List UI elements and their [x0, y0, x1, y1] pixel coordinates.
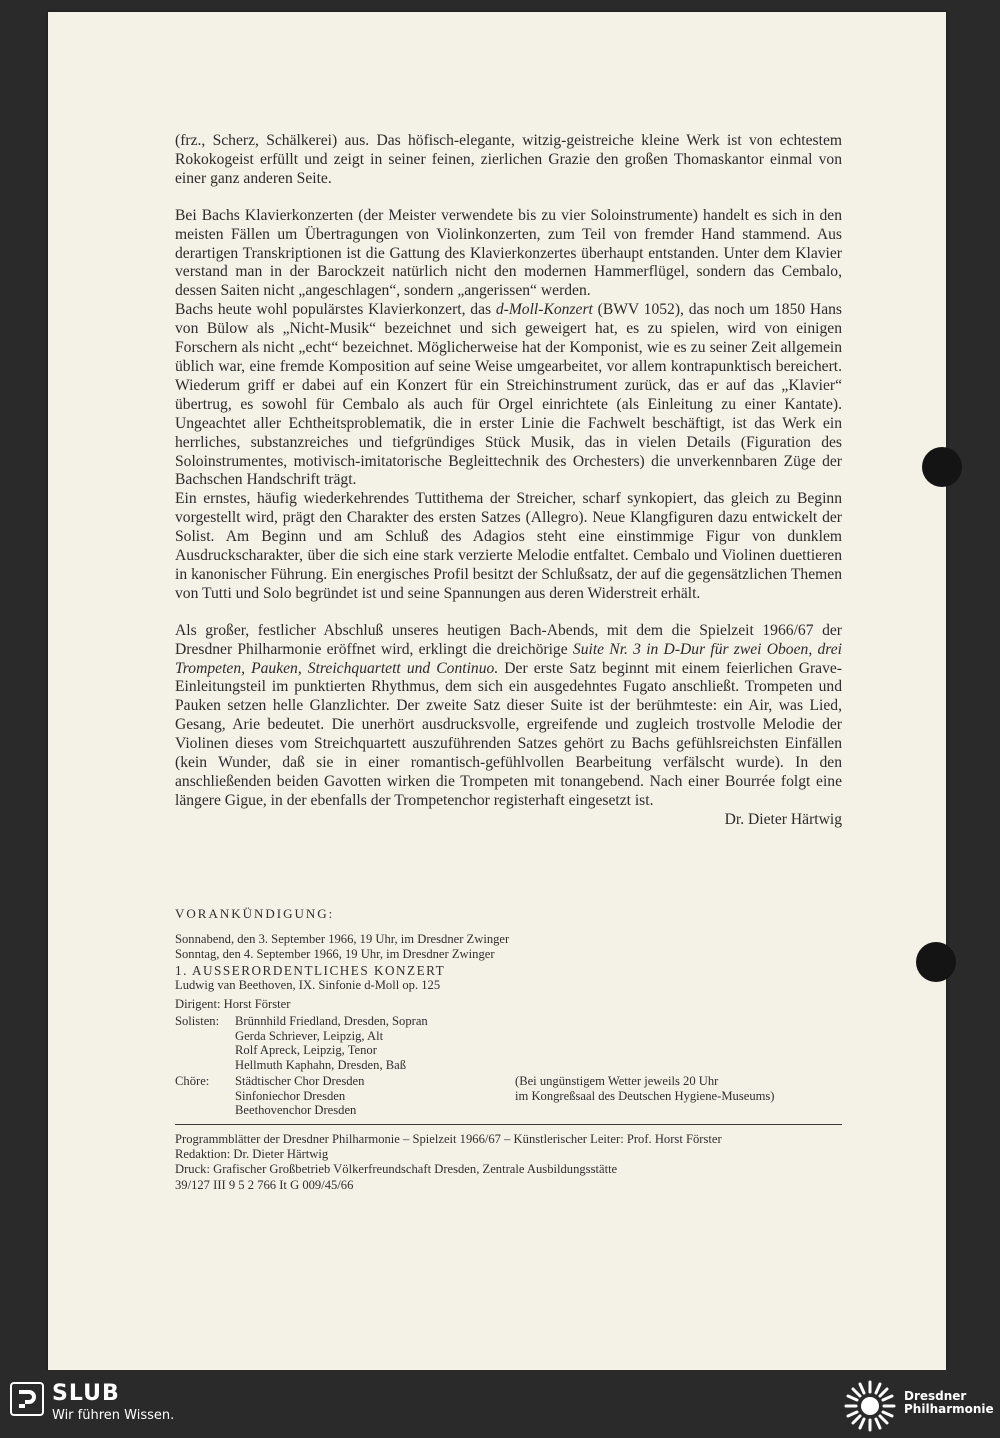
soloists-list	[235, 1014, 428, 1072]
paragraph: Bei Bachs Klavierkonzerten (der Meister verwendete bis zu vier Soloinstrumente) handelt es sich in den meisten Fällen um Übertragungen von Violinkonzerten, zum Teil von fremder Hand stammend. Aus derartigen Transkriptionen ist die Gattung des Klavierkonzertes überhaupt entstanden. Unter dem Klavier verstand man in der Barockzeit natürlich nicht den modernen Hammerflügel, sondern das Cembalo, dessen Saiten nicht „angeschlagen“, sondern „angerissen“ werden.	[175, 206, 842, 300]
paragraph: Ein ernstes, häufig wiederkehrendes Tuttithema der Streicher, scharf synkopiert, das gleich zu Beginn vorgestellt wird, prägt den Charakter des ersten Satzes (Allegro). Neue Klangfiguren dazu entwickelt der Solist. Am Beginn und am Schluß des Adagios steht eine einstimmige Figur von dunklem Ausdruckscharakter, über die sich eine stark verzierte Melodie entfaltet. Cembalo und Violinen duettieren in kanonischer Führung. Ein energisches Profil besitzt der Schlußsatz, der auf die gegensätzlichen Themen von Tutti und Solo begründet ist und seine Spannungen aus deren Widerstreit erhält.	[175, 490, 842, 602]
announcement-heading: VORANKÜNDIGUNG:	[175, 906, 335, 921]
paragraph	[175, 622, 842, 811]
soloists-label: Solisten:	[175, 1014, 220, 1028]
orchestra-name	[904, 1390, 994, 1416]
soloist: Gerda Schriever, Leipzig, Alt	[235, 1028, 384, 1043]
imprint-line: Programmblätter der Dresdner Philharmonie – Spielzeit 1966/67 – Künstlerischer Leiter: Prof. Horst Förster	[175, 1132, 722, 1146]
slub-name[interactable]: SLUB	[52, 1381, 120, 1406]
text-run: (BWV 1052), das noch um 1850 Hans von Bülow als „Nicht-Musik“ bezeichnet und sich geweigert hat, es zu spielen, wird von einigen Forschern als nicht „echt“ bezeichnet. Möglicherweise hat der Komponist, wie es zu seiner Zeit allgemein üblich war, eine fremde Komposition auf seine Weise umgearbeitet, vor allem kontrapunktisch bereichert. Wiederum griff er dabei auf ein Konzert für ein Streichinstrument zurück, das er auf das „Klavier“ übertrug, es sowohl für Cembalo als auch für Orgel einrichtete (als Einleitung zu einer Kantate). Ungeachtet aller Echtheitsproblematik, die in erster Linie die Fachwelt beschäftigt, ist das Werk ein herrliches, substanzreiches und tiefgründiges Stück Musik, das in vielen Details (Figuration des Soloinstrumentes, motivisch-imitatorische Begleittechnik des Orchesters) die unverkennbaren Züge der Bachschen Handschrift trägt.	[175, 301, 842, 489]
divider	[175, 1124, 842, 1125]
concert-date: Sonnabend, den 3. September 1966, 19 Uhr, im Dresdner Zwinger	[175, 932, 510, 946]
sunburst-logo-icon[interactable]	[842, 1378, 898, 1438]
orchestra-name-line: Dresdner	[904, 1389, 967, 1403]
concert-date: Sonntag, den 4. September 1966, 19 Uhr, im Dresdner Zwinger	[175, 946, 495, 961]
punch-hole-icon	[916, 942, 956, 982]
weather-note-line: im Kongreßsaal des Deutschen Hygiene-Museums)	[515, 1088, 775, 1103]
concert-work: Ludwig van Beethoven, IX. Sinfonie d-Moll op. 125	[175, 978, 441, 992]
footer-bar	[0, 1370, 1000, 1426]
paragraph	[175, 301, 842, 490]
choir: Beethovenchor Dresden	[235, 1103, 357, 1117]
choirs-label: Chöre:	[175, 1074, 210, 1088]
article-body	[175, 132, 842, 830]
orchestra-name-line: Philharmonie	[904, 1402, 994, 1416]
choirs-block	[175, 1074, 842, 1118]
slub-logo-icon[interactable]	[10, 1382, 44, 1420]
soloist: Rolf Apreck, Leipzig, Tenor	[235, 1043, 377, 1057]
text-run: Als großer, festlicher Abschluß unseres heutigen Bach-Abends, mit dem die Spielzeit 1966/67 der Dresdner Philharmonie eröffnet wird, erklingt die dreichörige	[175, 621, 842, 658]
weather-note	[515, 1074, 775, 1118]
paragraph: (frz., Scherz, Schälkerei) aus. Das höfisch-elegante, witzig-geistreiche kleine Werk ist von echtestem Rokokogeist erfüllt und zeigt in seiner feinen, zierlichen Grazie den großen Thomaskantor einmal von einer ganz anderen Seite.	[175, 132, 842, 187]
choir: Sinfoniechor Dresden	[235, 1088, 346, 1103]
imprint	[175, 1132, 855, 1193]
text-run: Der erste Satz beginnt mit einem feierlichen Grave-Einleitungsteil im punktierten Rhythmus, dem sich ein ausgedehntes Fugato anschließt. Trompeten und Pauken setzen helle Glanzlichter. Der zweite Satz dieser Suite ist der berühmteste: ein Air, was Lied, Gesang, Arie bedeutet. Die unerhört ausdrucksvolle, ergreifende und zugleich trostvolle Melodie der Violinen dieses vom Streichquartett auszuführenden Satzes gehört zu Bachs gefühlsreichsten Einfällen (kein Wunder, daß sie in einer romantisch-gefühlvollen Bearbeitung verfälscht wurde). In den anschließenden beiden Gavotten wirken die Trompeten mit tonangebend. Nach einer Bourrée folgt eine längere Gigue, in der ebenfalls der Trompetenchor registerhaft eingesetzt ist.	[175, 659, 842, 809]
imprint-line: Redaktion: Dr. Dieter Härtwig	[175, 1147, 329, 1162]
work-title: Suite Nr. 3 in D-Dur für zwei Oboen, drei Trompeten, Pauken, Streichquartett und Continuo.	[175, 640, 842, 677]
slub-tagline: Wir führen Wissen.	[52, 1408, 175, 1423]
work-title: d-Moll-Konzert	[495, 301, 593, 319]
announcement-section	[175, 906, 842, 1118]
soloist: Hellmuth Kaphahn, Dresden, Baß	[235, 1057, 407, 1072]
text-run: Bachs heute wohl populärstes Klavierkonzert, das	[175, 301, 492, 319]
weather-note-line: (Bei ungünstigem Wetter jeweils 20 Uhr	[515, 1074, 719, 1088]
imprint-line: 39/127 III 9 5 2 766 It G 009/45/66	[175, 1177, 354, 1192]
concert-title: 1. AUSSERORDENTLICHES KONZERT	[175, 963, 446, 978]
punch-hole-icon	[922, 447, 962, 487]
choir: Städtischer Chor Dresden	[235, 1074, 365, 1088]
author-signature: Dr. Dieter Härtwig	[724, 810, 842, 828]
imprint-line: Druck: Grafischer Großbetrieb Völkerfreundschaft Dresden, Zentrale Ausbildungsstätte	[175, 1162, 618, 1177]
signature-line	[175, 811, 842, 830]
soloists-block	[175, 1014, 842, 1072]
soloist: Brünnhild Friedland, Dresden, Sopran	[235, 1014, 428, 1028]
choirs-list	[235, 1074, 364, 1118]
conductor: Dirigent: Horst Förster	[175, 996, 291, 1011]
